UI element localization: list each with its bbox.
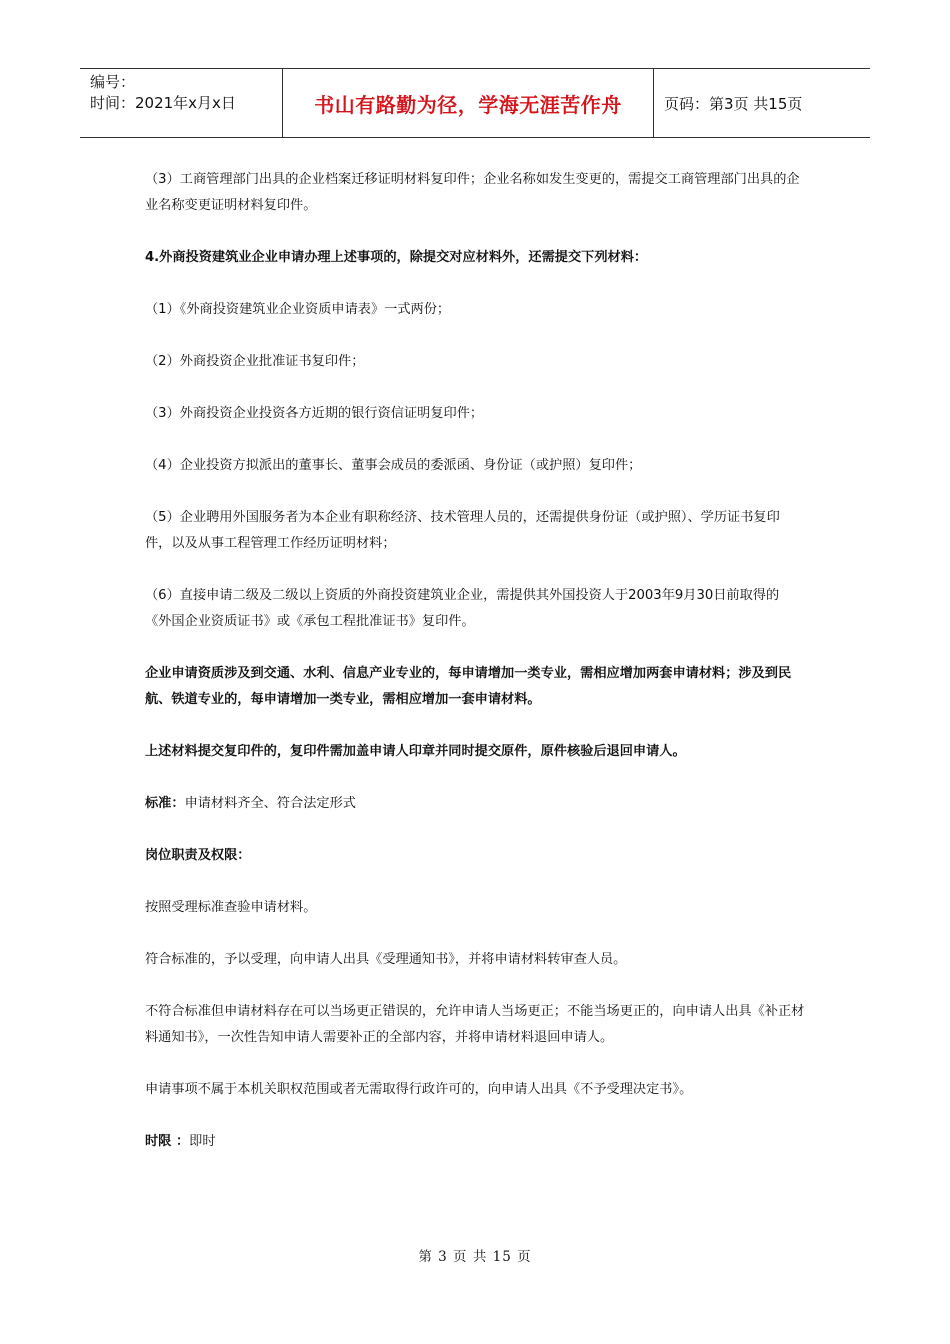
list-item: （3）外商投资企业投资各方近期的银行资信证明复印件； [145,406,484,421]
time-limit-label: 时限 ： [145,1134,190,1149]
document-date: 时间：2021年x月x日 [90,94,236,112]
duty-heading: 岗位职责及权限： [145,848,251,863]
list-item: （4）企业投资方拟派出的董事长、董事会成员的委派函、身份证（或护照）复印件； [145,458,642,473]
bold-paragraph: 上述材料提交复印件的，复印件需加盖申请人印章并同时提交原件，原件核验后退回申请人。 [145,744,686,759]
header-motto: 书山有路勤为径，学海无涯苦作舟 [282,69,654,137]
header-page-info: 页码：第3页 共15页 [664,94,803,113]
standard-line [145,791,805,817]
time-limit-line [145,1129,805,1155]
paragraph: 符合标准的，予以受理，向申请人出具《受理通知书》，并将申请材料转审查人员。 [145,952,627,967]
time-limit-text: 即时 [189,1134,216,1149]
list-item: （1）《外商投资建筑业企业资质申请表》一式两份； [145,302,451,317]
paragraph: 申请事项不属于本机关职权范围或者无需取得行政许可的，向申请人出具《不予受理决定书》。 [145,1082,693,1097]
list-item: （5）企业聘用外国服务者为本企业有职称经济、技术管理人员的，还需提供身份证（或护照）、学历证书复印件，以及从事工程管理工作经历证明材料； [145,510,780,551]
document-number-label: 编号： [90,73,136,91]
header-meta [80,69,282,137]
standard-text: 申请材料齐全、符合法定形式 [184,796,356,811]
paragraph: 不符合标准但申请材料存在可以当场更正错误的，允许申请人当场更正；不能当场更正的，向申请人出具《补正材料通知书》，一次性告知申请人需要补正的全部内容，并将申请材料退回申请人。 [145,1004,805,1045]
paragraph: 按照受理标准查验申请材料。 [145,900,317,915]
list-item: （6）直接申请二级及二级以上资质的外商投资建筑业企业，需提供其外国投资人于2003年9月30日前取得的《外国企业资质证书》或《承包工程批准证书》复印件。 [145,588,780,629]
page-footer: 第 3 页 共 15 页 [418,1249,532,1265]
standard-label: 标准： [145,796,185,811]
bold-paragraph: 企业申请资质涉及到交通、水利、信息产业专业的，每申请增加一类专业，需相应增加两套申请材料；涉及到民航、铁道专业的，每申请增加一类专业，需相应增加一套申请材料。 [145,666,792,707]
list-item: （2）外商投资企业批准证书复印件； [145,354,365,369]
document-body [145,167,805,1181]
section-heading: 4.外商投资建筑业企业申请办理上述事项的，除提交对应材料外，还需提交下列材料： [145,250,648,265]
page-header [80,68,870,138]
paragraph: （3）工商管理部门出具的企业档案迁移证明材料复印件；企业名称如发生变更的，需提交工商管理部门出具的企业名称变更证明材料复印件。 [145,172,800,213]
